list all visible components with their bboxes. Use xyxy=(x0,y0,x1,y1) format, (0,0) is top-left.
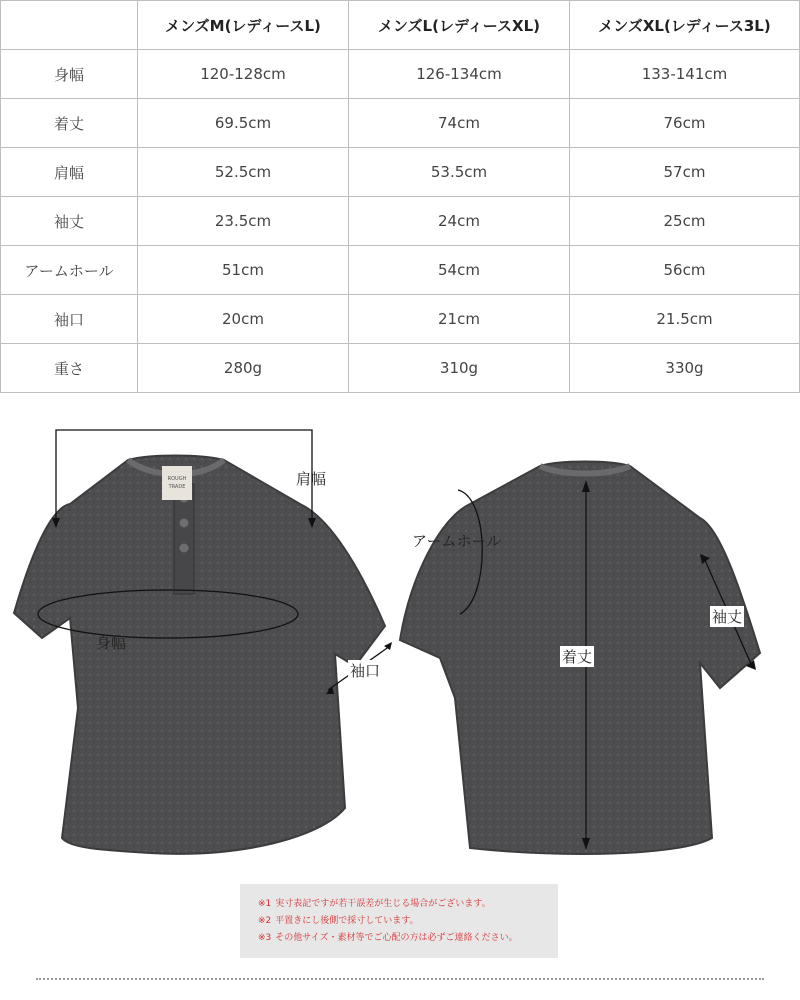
row-label: 重さ xyxy=(1,344,138,393)
product-photos xyxy=(0,408,800,868)
table-cell: 52.5cm xyxy=(138,148,349,197)
label-length: 着丈 xyxy=(562,648,593,666)
note-mark: ※3 xyxy=(258,933,272,943)
row-label: アームホール xyxy=(1,246,138,295)
label-armhole: アームホール xyxy=(412,532,502,550)
table-cell: 54cm xyxy=(349,246,570,295)
table-cell: 53.5cm xyxy=(349,148,570,197)
table-cell: 20cm xyxy=(138,295,349,344)
row-label: 袖丈 xyxy=(1,197,138,246)
table-row xyxy=(1,197,800,246)
table-cell: 76cm xyxy=(570,99,800,148)
table-cell: 120-128cm xyxy=(138,50,349,99)
note-text: 実寸表記ですが若干誤差が生じる場合がございます。 xyxy=(275,899,491,909)
table-cell: 21cm xyxy=(349,295,570,344)
table-cell: 51cm xyxy=(138,246,349,295)
table-row xyxy=(1,295,800,344)
label-chest: 身幅 xyxy=(96,634,127,652)
size-table-corner xyxy=(1,1,138,50)
table-cell: 23.5cm xyxy=(138,197,349,246)
size-header-xl: メンズXL(レディース3L) xyxy=(570,1,800,50)
table-row xyxy=(1,99,800,148)
shirt-front-image xyxy=(14,456,385,854)
row-label: 着丈 xyxy=(1,99,138,148)
note-text: 平置きにし後側で採寸しています。 xyxy=(275,916,419,926)
label-shoulder: 肩幅 xyxy=(296,470,327,488)
row-label: 袖口 xyxy=(1,295,138,344)
table-row xyxy=(1,148,800,197)
size-header-l: メンズL(レディースXL) xyxy=(349,1,570,50)
row-label: 肩幅 xyxy=(1,148,138,197)
dotted-divider xyxy=(36,978,764,980)
note-line xyxy=(258,896,558,913)
svg-text:TRADE: TRADE xyxy=(168,484,186,490)
table-cell: 74cm xyxy=(349,99,570,148)
note-line xyxy=(258,930,558,947)
size-table xyxy=(0,0,800,393)
note-line xyxy=(258,913,558,930)
neck-tag-text: ROUGH xyxy=(167,476,187,482)
notes-box xyxy=(240,884,558,958)
table-cell: 330g xyxy=(570,344,800,393)
label-cuff: 袖口 xyxy=(350,662,381,680)
note-mark: ※1 xyxy=(258,899,272,909)
note-mark: ※2 xyxy=(258,916,272,926)
size-header-m: メンズM(レディースL) xyxy=(138,1,349,50)
table-row xyxy=(1,246,800,295)
table-cell: 56cm xyxy=(570,246,800,295)
table-cell: 25cm xyxy=(570,197,800,246)
note-text: その他サイズ・素材等でご心配の方は必ずご連絡ください。 xyxy=(275,933,518,943)
table-cell: 280g xyxy=(138,344,349,393)
table-cell: 133-141cm xyxy=(570,50,800,99)
table-cell: 57cm xyxy=(570,148,800,197)
table-cell: 24cm xyxy=(349,197,570,246)
table-cell: 310g xyxy=(349,344,570,393)
table-cell: 126-134cm xyxy=(349,50,570,99)
table-row xyxy=(1,50,800,99)
neck-tag xyxy=(162,466,192,500)
table-cell: 69.5cm xyxy=(138,99,349,148)
size-table-header-row xyxy=(1,1,800,50)
table-cell: 21.5cm xyxy=(570,295,800,344)
table-row xyxy=(1,344,800,393)
label-sleeve: 袖丈 xyxy=(712,608,743,626)
row-label: 身幅 xyxy=(1,50,138,99)
